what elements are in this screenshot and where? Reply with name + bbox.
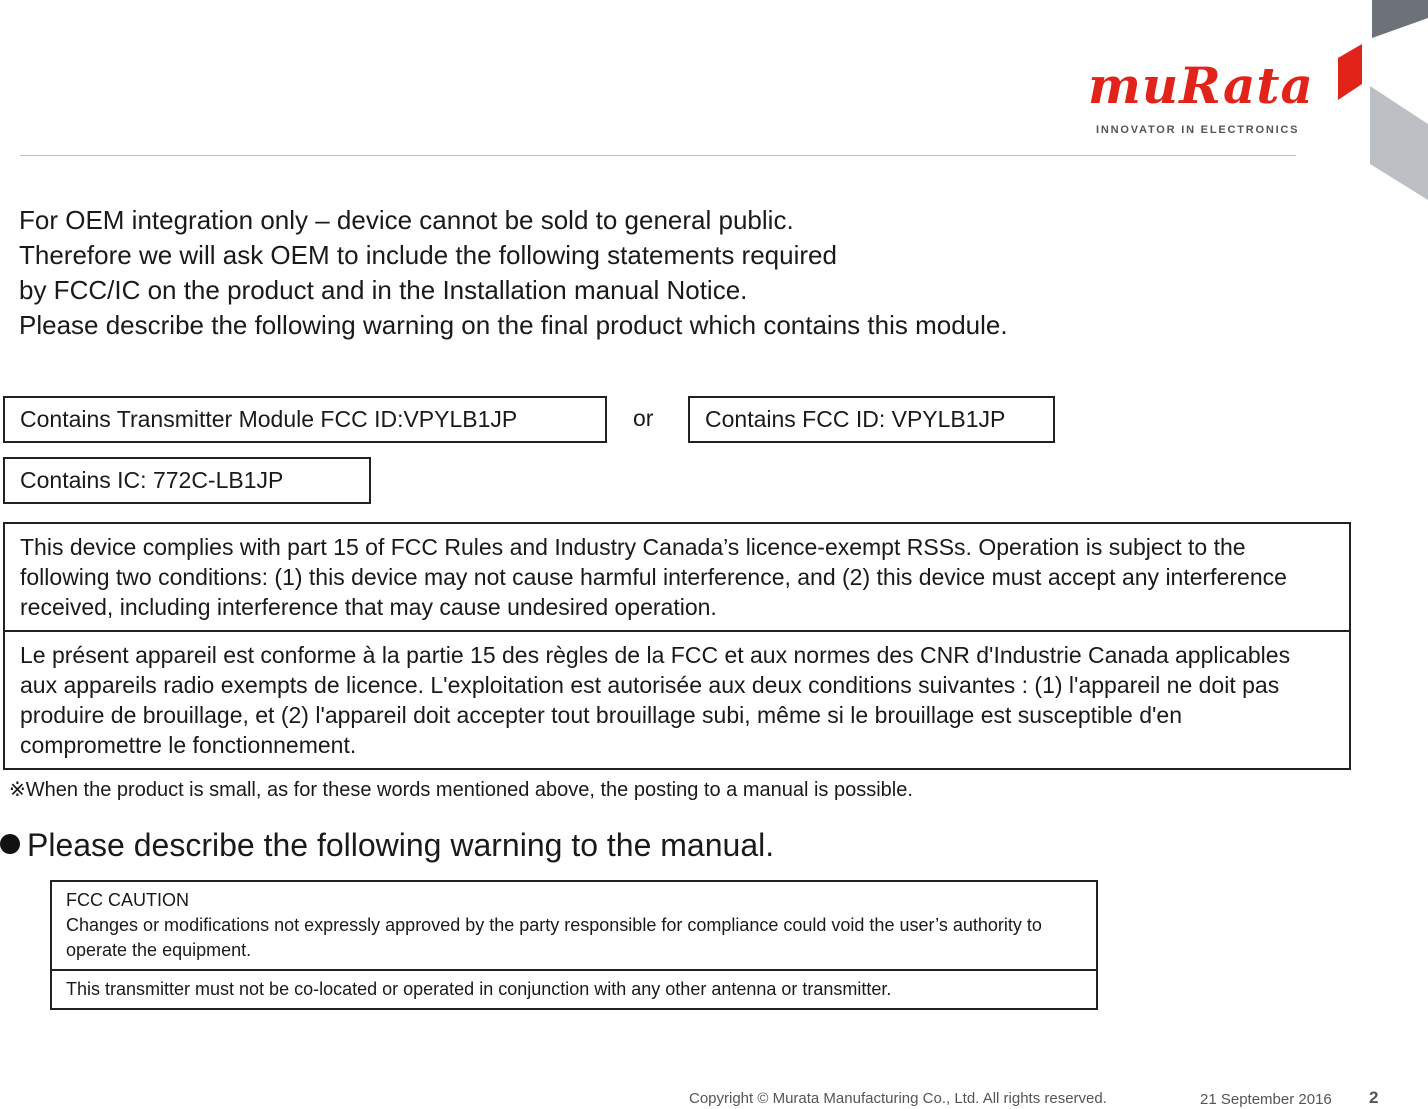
manual-warning-heading-text: Please describe the following warning to the manual. (27, 827, 775, 863)
murata-logo (1088, 56, 1314, 142)
fcc-id-label-box: Contains FCC ID: VPYLB1JP (688, 396, 1055, 443)
french-statement: Le présent appareil est conforme à la partie 15 des règles de la FCC et aux normes des CNR d'Industrie Canada applicables aux appareils radio exempts de licence. L'exploitation est autorisée aux deux conditions suivantes : (1) l'appareil ne doit pas produire de brouillage, et (2) l'appareil doit accepter tout brouillage subi, même si le brouillage est susceptible d'en compromettre le fonctionnement. (5, 630, 1349, 768)
fcc-caution-body: Changes or modifications not expressly approved by the party responsible for compliance could void the user’s authority to operate the equipment. (66, 915, 1042, 960)
manual-warning-heading (0, 827, 774, 864)
bullet-icon (0, 834, 20, 854)
ic-label-box: Contains IC: 772C-LB1JP (3, 457, 371, 504)
fcc-caution-cell (52, 882, 1096, 969)
logo-tagline: INNOVATOR IN ELECTRONICS (1096, 124, 1300, 136)
intro-line: Therefore we will ask OEM to include the following statements required (19, 240, 837, 270)
logo-wordmark: muRata (1088, 56, 1314, 115)
footer-date: 21 September 2016 (1200, 1091, 1332, 1108)
or-text: or (633, 405, 654, 431)
intro-line: Please describe the following warning on the final product which contains this module. (19, 310, 1008, 340)
page-number: 2 (1369, 1088, 1379, 1107)
english-statement: This device complies with part 15 of FCC Rules and Industry Canada’s licence-exempt RSSs. Operation is subject to the following two conditions: (1) this device may not cause harmful interference, and (2) this device must accept any interference received, including interference that may cause undesired operation. (20, 534, 1287, 620)
compliance-statements-box (3, 522, 1351, 770)
colocation-warning: This transmitter must not be co-located or operated in conjunction with any other antenna or transmitter. (52, 969, 1096, 1008)
intro-line: by FCC/IC on the product and in the Installation manual Notice. (19, 275, 748, 305)
decorative-corner-shapes (1334, 0, 1428, 210)
intro-line: For OEM integration only – device cannot be sold to general public. (19, 205, 794, 235)
fcc-module-label-box: Contains Transmitter Module FCC ID:VPYLB1JP (3, 396, 607, 443)
small-product-note: ※When the product is small, as for these words mentioned above, the posting to a manual is possible. (9, 779, 913, 801)
fcc-caution-box (50, 880, 1098, 1010)
fcc-caution-title: FCC CAUTION (66, 890, 189, 910)
intro-text (19, 203, 1008, 343)
header-divider (20, 155, 1296, 156)
footer-copyright: Copyright © Murata Manufacturing Co., Ltd. All rights reserved. (689, 1090, 1107, 1107)
